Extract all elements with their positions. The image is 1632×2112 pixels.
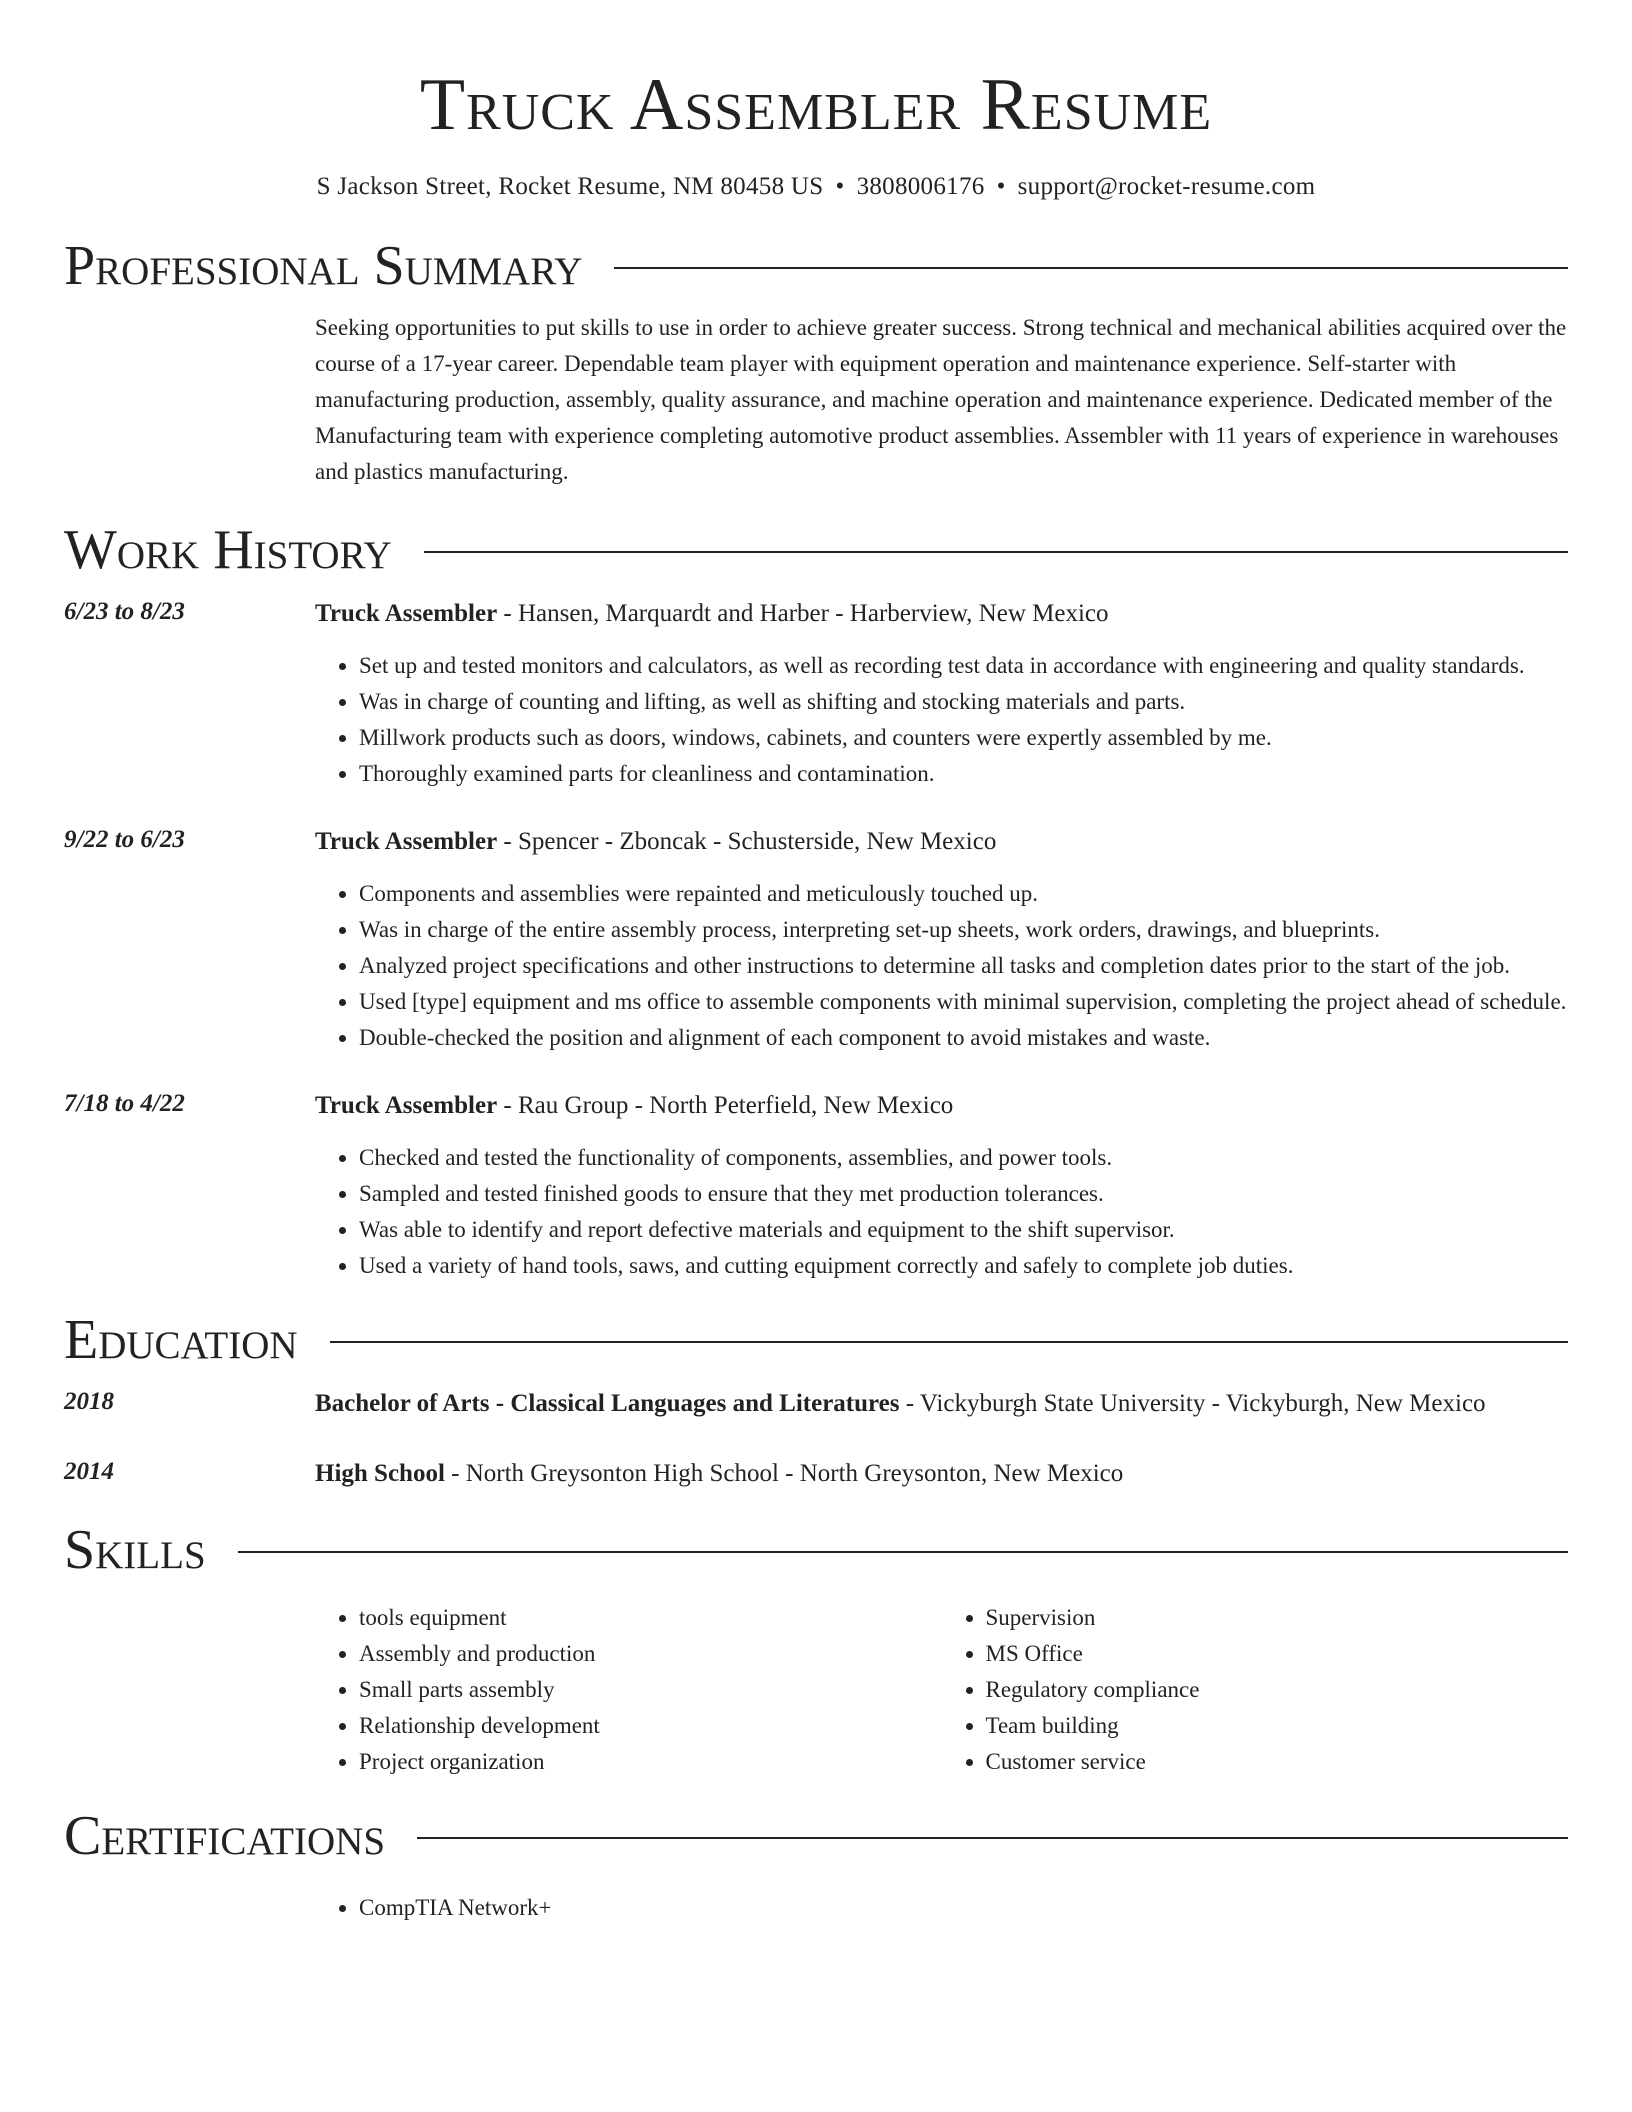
skills-list — [315, 1600, 1568, 1780]
job-dates: 9/22 to 6/23 — [64, 826, 185, 853]
job-dates: 6/23 to 8/23 — [64, 598, 185, 625]
skill-item: • MS Office — [986, 1636, 1569, 1672]
skill-item: • Team building — [986, 1708, 1569, 1744]
job-bullet: • Components and assemblies were repainted and meticulously touched up. — [359, 876, 1568, 912]
job-details: - Hansen, Marquardt and Harber - Harberview, New Mexico — [497, 600, 1109, 627]
section-divider — [330, 1341, 1568, 1343]
section-divider — [614, 267, 1568, 269]
section-divider — [424, 551, 1568, 553]
job-entry — [64, 594, 1568, 792]
education-degree: High School — [315, 1460, 445, 1487]
skill-item: • Customer service — [986, 1744, 1569, 1780]
job-bullet: • Set up and tested monitors and calculators, as well as recording test data in accordance with engineering and quality standards. — [359, 648, 1568, 684]
skills-column-left — [315, 1600, 942, 1780]
skill-item: • Small parts assembly — [359, 1672, 942, 1708]
job-bullet: • Sampled and tested finished goods to ensure that they met production tolerances. — [359, 1176, 1568, 1212]
section-divider — [238, 1551, 1568, 1553]
education-entry — [64, 1454, 1568, 1494]
education-entry — [64, 1384, 1568, 1424]
education-year: 2014 — [64, 1458, 114, 1485]
job-bullets — [315, 876, 1568, 1056]
section-divider — [417, 1837, 1568, 1839]
summary-heading-row — [64, 234, 1568, 298]
job-headline — [315, 1086, 1568, 1126]
job-details: - Rau Group - North Peterfield, New Mexico — [497, 1092, 954, 1119]
skills-column-right — [942, 1600, 1569, 1780]
education-heading-row — [64, 1308, 1568, 1372]
education-headline — [315, 1454, 1568, 1494]
job-bullet: • Used [type] equipment and ms office to assemble components with minimal supervision, completing the project ahead of schedule. — [359, 984, 1568, 1020]
job-bullet: • Was able to identify and report defective materials and equipment to the shift supervisor. — [359, 1212, 1568, 1248]
contact-separator: • — [996, 173, 1006, 200]
certification-item: • CompTIA Network+ — [359, 1890, 1568, 1926]
job-bullet: • Analyzed project specifications and other instructions to determine all tasks and completion dates prior to the start of the job. — [359, 948, 1568, 984]
job-title: Truck Assembler — [315, 828, 498, 855]
job-bullets — [315, 1140, 1568, 1284]
summary-text: Seeking opportunities to put skills to use in order to achieve greater success. Strong technical and mechanical abilities acquired over the course of a 17-year career. Dependable team player with equipment operation and maintenance experience. Self-starter with manufacturing production, assembly, quality assurance, and machine operation and maintenance experience. Dedicated member of the Manufacturing team with experience completing automotive product assemblies. Assembler with 11 years of experience in warehouses and plastics manufacturing. — [315, 315, 1567, 484]
job-bullet: • Double-checked the position and alignment of each component to avoid mistakes and waste. — [359, 1020, 1568, 1056]
job-entry — [64, 822, 1568, 1056]
job-details: - Spencer - Zboncak - Schusterside, New Mexico — [497, 828, 997, 855]
education-degree: Bachelor of Arts - Classical Languages and Literatures — [315, 1390, 900, 1417]
skills-heading: Skills — [64, 1519, 206, 1581]
contact-separator: • — [835, 173, 845, 200]
certifications-list — [315, 1890, 1568, 1926]
contact-address: S Jackson Street, Rocket Resume, NM 80458 US — [316, 173, 824, 200]
contact-phone: 3808006176 — [856, 173, 985, 200]
job-title: Truck Assembler — [315, 1092, 498, 1119]
work-heading: Work History — [64, 519, 392, 581]
skill-item: • Regulatory compliance — [986, 1672, 1569, 1708]
education-headline — [315, 1384, 1568, 1424]
skill-item: • tools equipment — [359, 1600, 942, 1636]
summary-heading: Professional Summary — [64, 235, 583, 297]
contact-email: support@rocket-resume.com — [1017, 173, 1316, 200]
skill-item: • Assembly and production — [359, 1636, 942, 1672]
education-details: - Vickyburgh State University - Vickyburgh, New Mexico — [899, 1390, 1486, 1417]
job-bullet: • Was in charge of counting and lifting, as well as shifting and stocking materials and parts. — [359, 684, 1568, 720]
job-bullet: • Checked and tested the functionality of components, assemblies, and power tools. — [359, 1140, 1568, 1176]
education-details: - North Greysonton High School - North Greysonton, New Mexico — [444, 1460, 1124, 1487]
job-dates: 7/18 to 4/22 — [64, 1090, 185, 1117]
resume-page — [64, 0, 1568, 1926]
job-bullet: • Millwork products such as doors, windows, cabinets, and counters were expertly assembled by me. — [359, 720, 1568, 756]
job-title: Truck Assembler — [315, 600, 498, 627]
job-headline — [315, 822, 1568, 862]
skill-item: • Relationship development — [359, 1708, 942, 1744]
job-bullet: • Thoroughly examined parts for cleanliness and contamination. — [359, 756, 1568, 792]
skills-heading-row — [64, 1518, 1568, 1582]
job-headline — [315, 594, 1568, 634]
contact-line — [64, 170, 1568, 204]
education-year: 2018 — [64, 1388, 114, 1415]
certifications-heading-row — [64, 1804, 1568, 1868]
skill-item: • Supervision — [986, 1600, 1569, 1636]
resume-title: Truck Assembler Resume — [419, 64, 1213, 146]
skill-item: • Project organization — [359, 1744, 942, 1780]
education-heading: Education — [64, 1309, 298, 1371]
work-heading-row — [64, 518, 1568, 582]
job-bullet: • Was in charge of the entire assembly process, interpreting set-up sheets, work orders, drawings, and blueprints. — [359, 912, 1568, 948]
job-entry — [64, 1086, 1568, 1284]
certifications-heading: Certifications — [64, 1805, 386, 1867]
job-bullet: • Used a variety of hand tools, saws, and cutting equipment correctly and safely to complete job duties. — [359, 1248, 1568, 1284]
job-bullets — [315, 648, 1568, 792]
